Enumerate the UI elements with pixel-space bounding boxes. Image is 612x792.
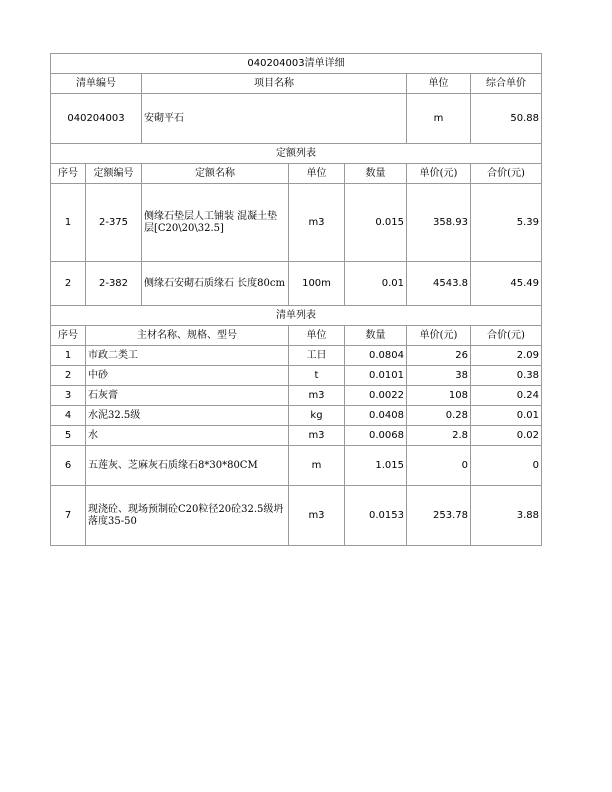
material-unit: m3 bbox=[289, 486, 345, 546]
material-row bbox=[51, 486, 542, 546]
quota-section-title: 定额列表 bbox=[51, 144, 542, 164]
material-price: 2.8 bbox=[407, 426, 471, 446]
material-name: 中砂 bbox=[86, 366, 289, 386]
material-name: 石灰膏 bbox=[86, 386, 289, 406]
name-label: 项目名称 bbox=[142, 74, 407, 94]
quota-code: 2-382 bbox=[86, 262, 142, 306]
material-no: 3 bbox=[51, 386, 86, 406]
quota-code: 2-375 bbox=[86, 184, 142, 262]
materials-section-row bbox=[51, 306, 542, 326]
materials-header-row bbox=[51, 326, 542, 346]
material-qty: 0.0101 bbox=[345, 366, 407, 386]
materials-col-no: 序号 bbox=[51, 326, 86, 346]
quota-col-no: 序号 bbox=[51, 164, 86, 184]
quota-name: 侧缘石垫层人工铺装 混凝土垫层[C20\20\32.5] bbox=[142, 184, 289, 262]
material-qty: 1.015 bbox=[345, 446, 407, 486]
material-price: 26 bbox=[407, 346, 471, 366]
quota-unit: m3 bbox=[289, 184, 345, 262]
code-label: 清单编号 bbox=[51, 74, 142, 94]
quota-col-unit: 单位 bbox=[289, 164, 345, 184]
material-row bbox=[51, 406, 542, 426]
quota-col-code: 定额编号 bbox=[86, 164, 142, 184]
quota-price: 4543.8 bbox=[407, 262, 471, 306]
material-unit: t bbox=[289, 366, 345, 386]
quota-unit: 100m bbox=[289, 262, 345, 306]
material-no: 6 bbox=[51, 446, 86, 486]
material-no: 2 bbox=[51, 366, 86, 386]
quota-row bbox=[51, 262, 542, 306]
price-label: 综合单价 bbox=[471, 74, 542, 94]
bill-name: 安砌平石 bbox=[142, 94, 407, 144]
quota-qty: 0.015 bbox=[345, 184, 407, 262]
material-qty: 0.0153 bbox=[345, 486, 407, 546]
materials-col-qty: 数量 bbox=[345, 326, 407, 346]
bill-price: 50.88 bbox=[471, 94, 542, 144]
material-row bbox=[51, 426, 542, 446]
materials-col-total: 合价(元) bbox=[471, 326, 542, 346]
material-name: 市政二类工 bbox=[86, 346, 289, 366]
quota-total: 5.39 bbox=[471, 184, 542, 262]
material-name: 五莲灰、芝麻灰石质缘石8*30*80CM bbox=[86, 446, 289, 486]
header-value-row bbox=[51, 94, 542, 144]
material-unit: m3 bbox=[289, 426, 345, 446]
material-qty: 0.0022 bbox=[345, 386, 407, 406]
materials-col-unit: 单位 bbox=[289, 326, 345, 346]
material-qty: 0.0068 bbox=[345, 426, 407, 446]
material-name: 现浇砼、现场预制砼C20粒径20砼32.5级坍落度35-50 bbox=[86, 486, 289, 546]
material-row bbox=[51, 366, 542, 386]
material-name: 水 bbox=[86, 426, 289, 446]
quota-section-row bbox=[51, 144, 542, 164]
quota-col-qty: 数量 bbox=[345, 164, 407, 184]
material-unit: kg bbox=[289, 406, 345, 426]
quota-row bbox=[51, 184, 542, 262]
quota-col-total: 合价(元) bbox=[471, 164, 542, 184]
material-qty: 0.0804 bbox=[345, 346, 407, 366]
material-price: 0 bbox=[407, 446, 471, 486]
material-total: 0.01 bbox=[471, 406, 542, 426]
material-total: 0.24 bbox=[471, 386, 542, 406]
material-unit: 工日 bbox=[289, 346, 345, 366]
materials-col-name: 主材名称、规格、型号 bbox=[86, 326, 289, 346]
material-price: 253.78 bbox=[407, 486, 471, 546]
bill-detail-table bbox=[50, 53, 542, 546]
material-no: 4 bbox=[51, 406, 86, 426]
material-total: 0 bbox=[471, 446, 542, 486]
material-total: 2.09 bbox=[471, 346, 542, 366]
quota-no: 1 bbox=[51, 184, 86, 262]
bill-code: 040204003 bbox=[51, 94, 142, 144]
material-total: 0.02 bbox=[471, 426, 542, 446]
material-row bbox=[51, 346, 542, 366]
material-qty: 0.0408 bbox=[345, 406, 407, 426]
material-row bbox=[51, 386, 542, 406]
material-total: 3.88 bbox=[471, 486, 542, 546]
quota-name: 侧缘石安砌石质缘石 长度80cm bbox=[142, 262, 289, 306]
material-total: 0.38 bbox=[471, 366, 542, 386]
quota-col-price: 单价(元) bbox=[407, 164, 471, 184]
quota-col-name: 定额名称 bbox=[142, 164, 289, 184]
unit-label: 单位 bbox=[407, 74, 471, 94]
material-row bbox=[51, 446, 542, 486]
material-price: 38 bbox=[407, 366, 471, 386]
materials-col-price: 单价(元) bbox=[407, 326, 471, 346]
quota-total: 45.49 bbox=[471, 262, 542, 306]
page-title: 040204003清单详细 bbox=[51, 54, 542, 74]
material-no: 1 bbox=[51, 346, 86, 366]
quota-header-row bbox=[51, 164, 542, 184]
material-price: 108 bbox=[407, 386, 471, 406]
materials-section-title: 清单列表 bbox=[51, 306, 542, 326]
material-price: 0.28 bbox=[407, 406, 471, 426]
material-no: 5 bbox=[51, 426, 86, 446]
quota-qty: 0.01 bbox=[345, 262, 407, 306]
title-row bbox=[51, 54, 542, 74]
quota-no: 2 bbox=[51, 262, 86, 306]
material-no: 7 bbox=[51, 486, 86, 546]
material-name: 水泥32.5级 bbox=[86, 406, 289, 426]
quota-price: 358.93 bbox=[407, 184, 471, 262]
material-unit: m3 bbox=[289, 386, 345, 406]
header-label-row bbox=[51, 74, 542, 94]
bill-unit: m bbox=[407, 94, 471, 144]
material-unit: m bbox=[289, 446, 345, 486]
